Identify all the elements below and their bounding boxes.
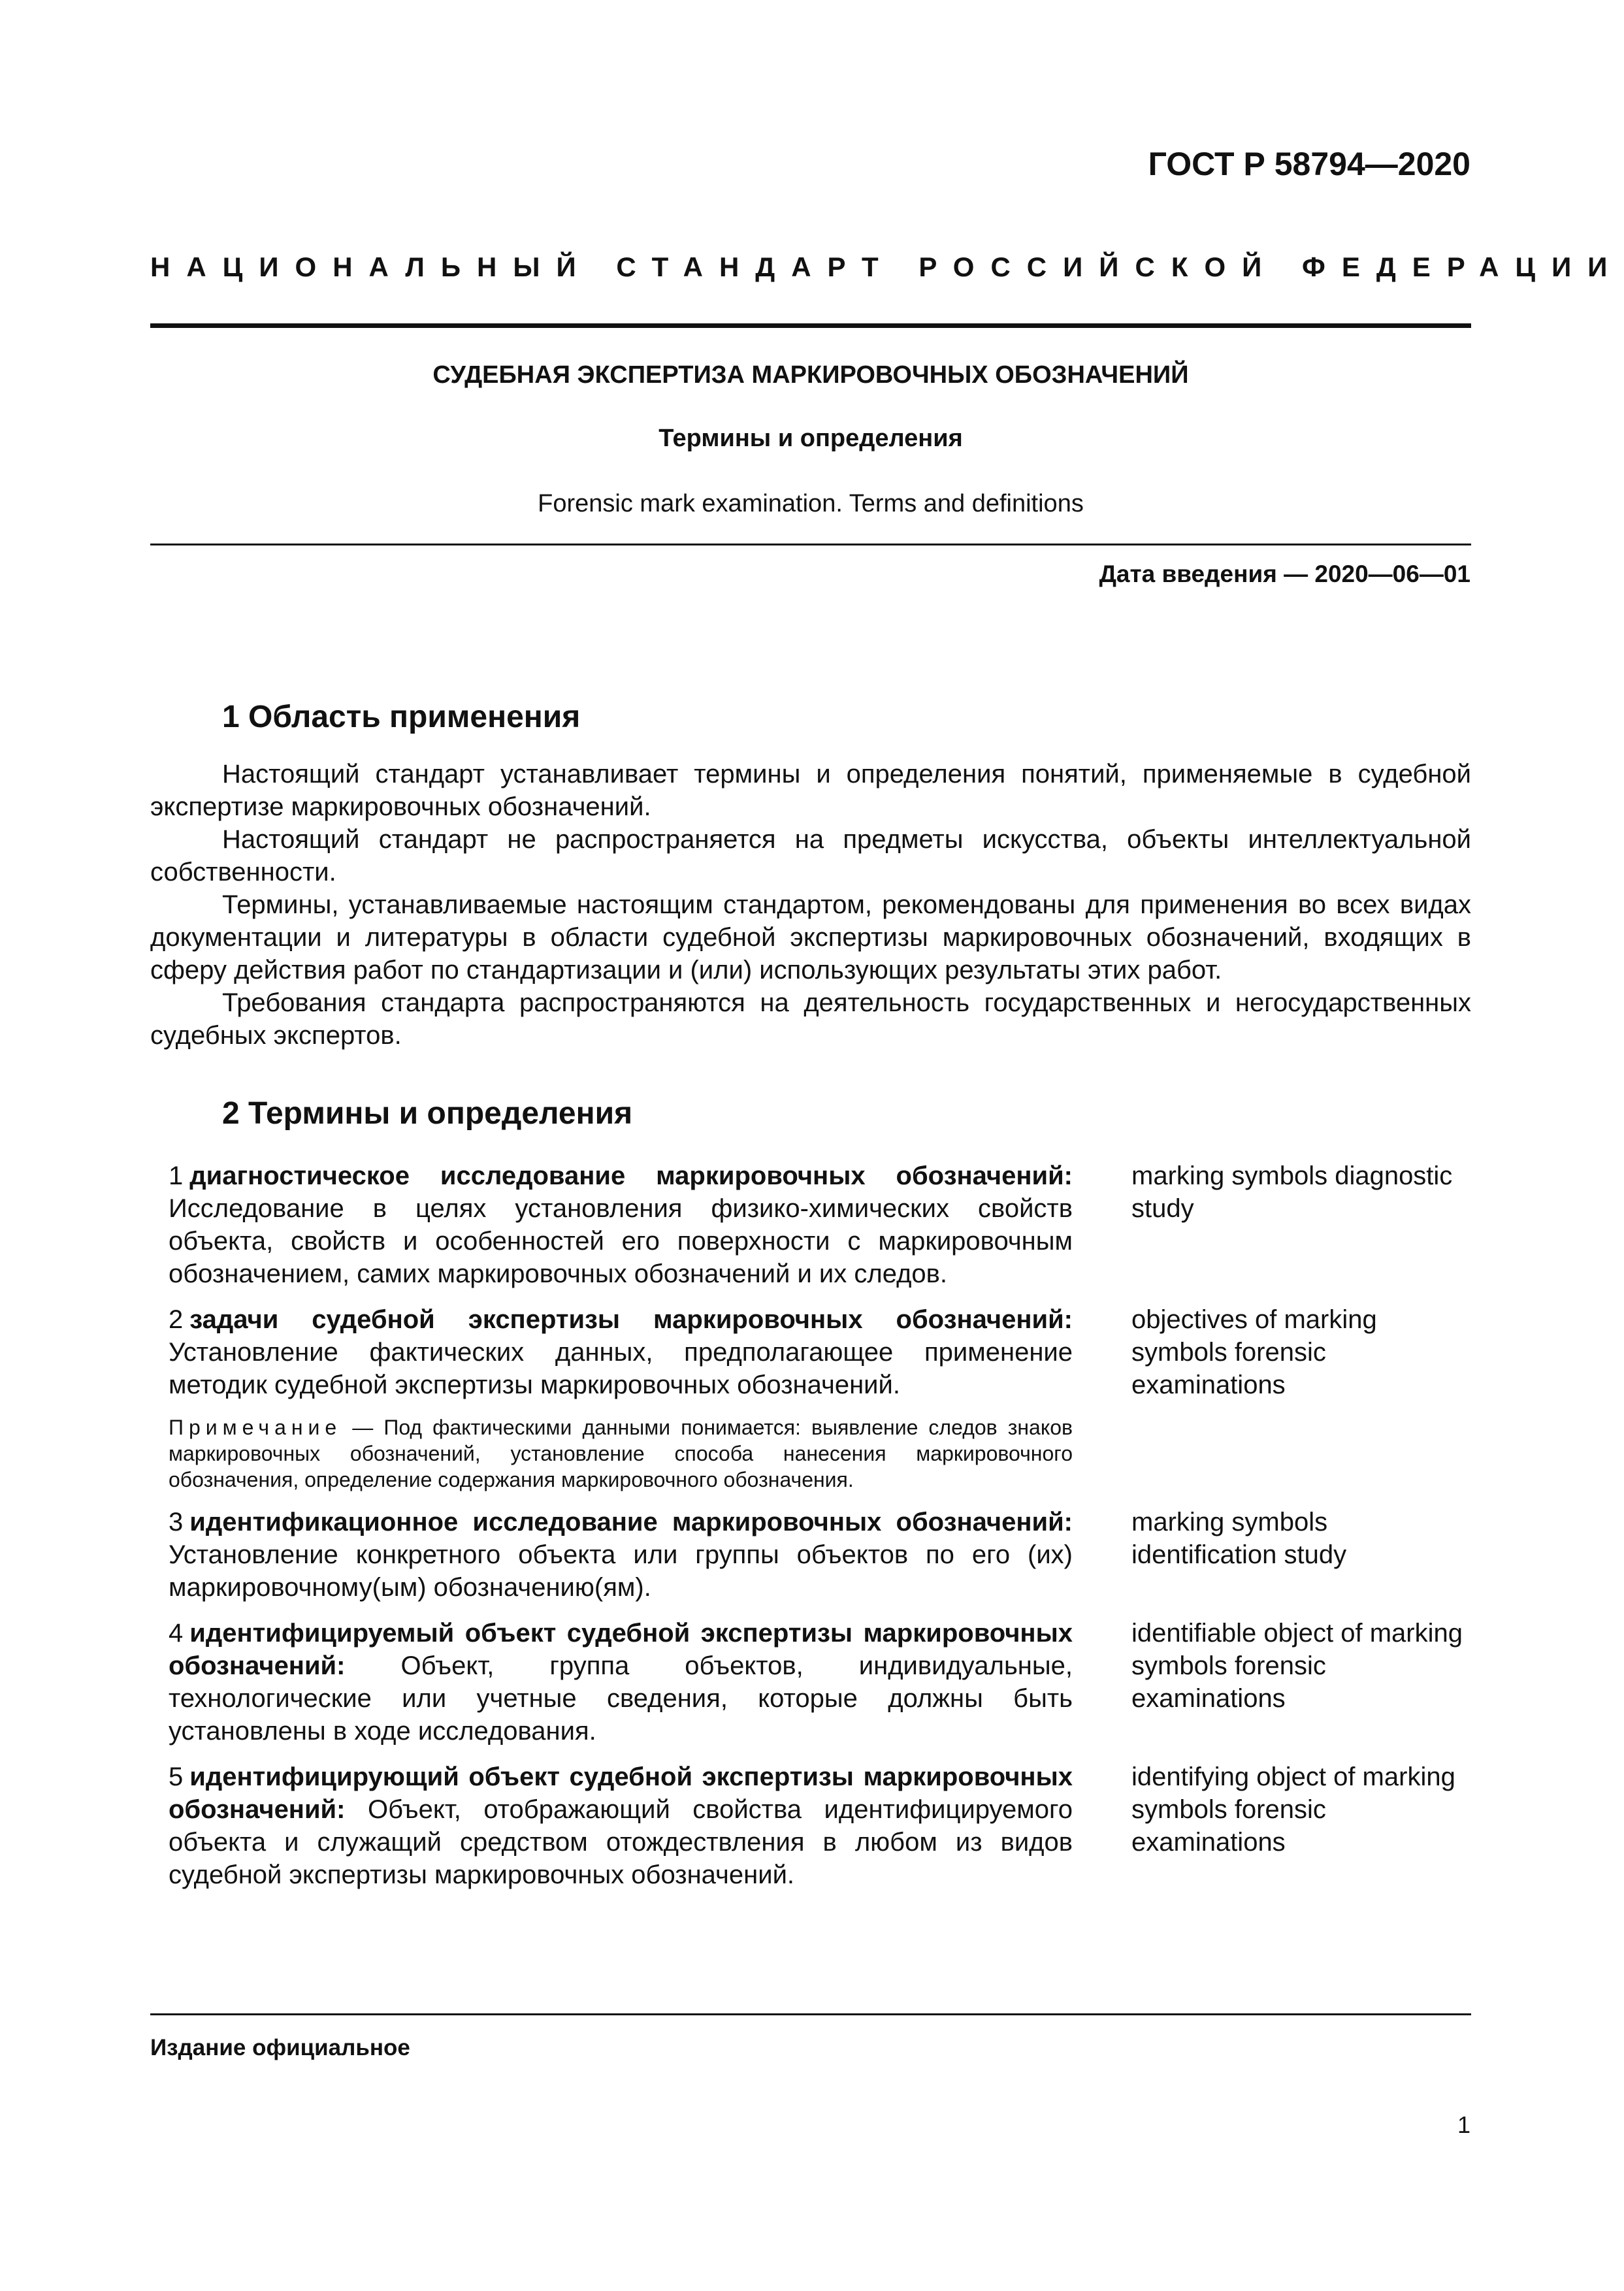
paragraph: Термины, устанавливаемые настоящим стандартом, рекомендованы для применения во всех видах документации и литературы в области судебной экспертизы маркировочных обозначений, входящих в сферу действия работ по стандартизации и (или) использующих результаты этих работ. [150,890,1471,984]
term-number: 1 [169,1162,184,1190]
term-english: identifying object of marking symbols forensic examinations [1131,1763,1455,1857]
title-rule [150,544,1471,545]
term-english: marking symbols identification study [1131,1508,1347,1569]
section-1-heading: 1 Область применения [222,700,581,734]
term-number: 2 [169,1305,184,1334]
term-entry [169,1506,1471,1604]
term-number: 5 [169,1763,184,1791]
official-edition-label: Издание официальное [150,2035,410,2060]
note-text: — Под фактическими данными понимается: выявление следов знаков маркировочных обозначений, установление способа нанесения маркировочного обозначения, определение содержания маркировочного обозначения. [169,1416,1073,1491]
term-name: идентифицирующий объект судебной экспертизы маркировочных обозначений: [169,1763,1073,1824]
header-rule [150,323,1471,328]
page-number: 1 [1457,2111,1470,2138]
term-text: Объект, группа объектов, индивидуальные, технологические или учетные сведения, которые должны быть установлены в ходе исследования. [169,1651,1073,1746]
term-entry [169,1761,1471,1891]
footer-rule [150,2013,1471,2015]
term-number: 4 [169,1619,184,1648]
term-text: Установление фактических данных, предполагающее применение методик судебной экспертизы маркировочных обозначений. [169,1338,1073,1399]
term-definition [169,1160,1073,1290]
term-number: 3 [169,1508,184,1536]
paragraph: Настоящий стандарт не распространяется на предметы искусства, объекты интеллектуальной собственности. [150,825,1471,886]
term-name: идентифицируемый объект судебной экспертизы маркировочных обозначений: [169,1619,1073,1680]
term-english: marking symbols diagnostic study [1131,1162,1453,1223]
note-label: Примечание [169,1416,342,1439]
document-subtitle: Термины и определения [658,425,963,452]
terms-list [169,1160,1471,1904]
term-text: Исследование в целях установления физико-химических свойств объекта, свойств и особенностей его поверхности с маркировочным обозначением, самих маркировочных обозначений и их следов. [169,1194,1073,1288]
term-definition [169,1303,1073,1493]
term-entry [169,1617,1471,1747]
english-title: Forensic mark examination. Terms and definitions [538,490,1084,517]
term-text: Установление конкретного объекта или группы объектов по его (их) маркировочному(ым) обозначению(ям). [169,1540,1073,1602]
term-note [169,1414,1073,1493]
term-entry [169,1160,1471,1290]
section-1-body [150,758,1471,1052]
paragraph: Требования стандарта распространяются на деятельность государственных и негосударственных судебных экспертов. [150,988,1471,1050]
term-definition [169,1506,1073,1604]
national-standard-banner: НАЦИОНАЛЬНЫЙ СТАНДАРТ РОССИЙСКОЙ ФЕДЕРАЦИИ [150,252,1624,282]
term-definition [169,1761,1073,1891]
document-title: СУДЕБНАЯ ЭКСПЕРТИЗА МАРКИРОВОЧНЫХ ОБОЗНАЧЕНИЙ [432,361,1189,389]
term-definition [169,1617,1073,1747]
paragraph: Настоящий стандарт устанавливает термины и определения понятий, применяемые в судебной экспертизе маркировочных обозначений. [150,760,1471,821]
document-code: ГОСТ Р 58794—2020 [1148,146,1470,182]
term-name: идентификационное исследование маркировочных обозначений: [189,1508,1073,1536]
term-english: objectives of marking symbols forensic examinations [1131,1305,1377,1399]
term-name: диагностическое исследование маркировочных обозначений: [189,1162,1073,1190]
introduction-date: Дата введения — 2020—06—01 [1099,561,1470,587]
section-2-heading: 2 Термины и определения [222,1096,633,1131]
term-english: identifiable object of marking symbols forensic examinations [1131,1619,1463,1713]
term-entry [169,1303,1471,1493]
term-name: задачи судебной экспертизы маркировочных обозначений: [189,1305,1073,1334]
term-text: Объект, отображающий свойства идентифицируемого объекта и служащий средством отождествления в любом из видов судебной экспертизы маркировочных обозначений. [169,1795,1073,1889]
